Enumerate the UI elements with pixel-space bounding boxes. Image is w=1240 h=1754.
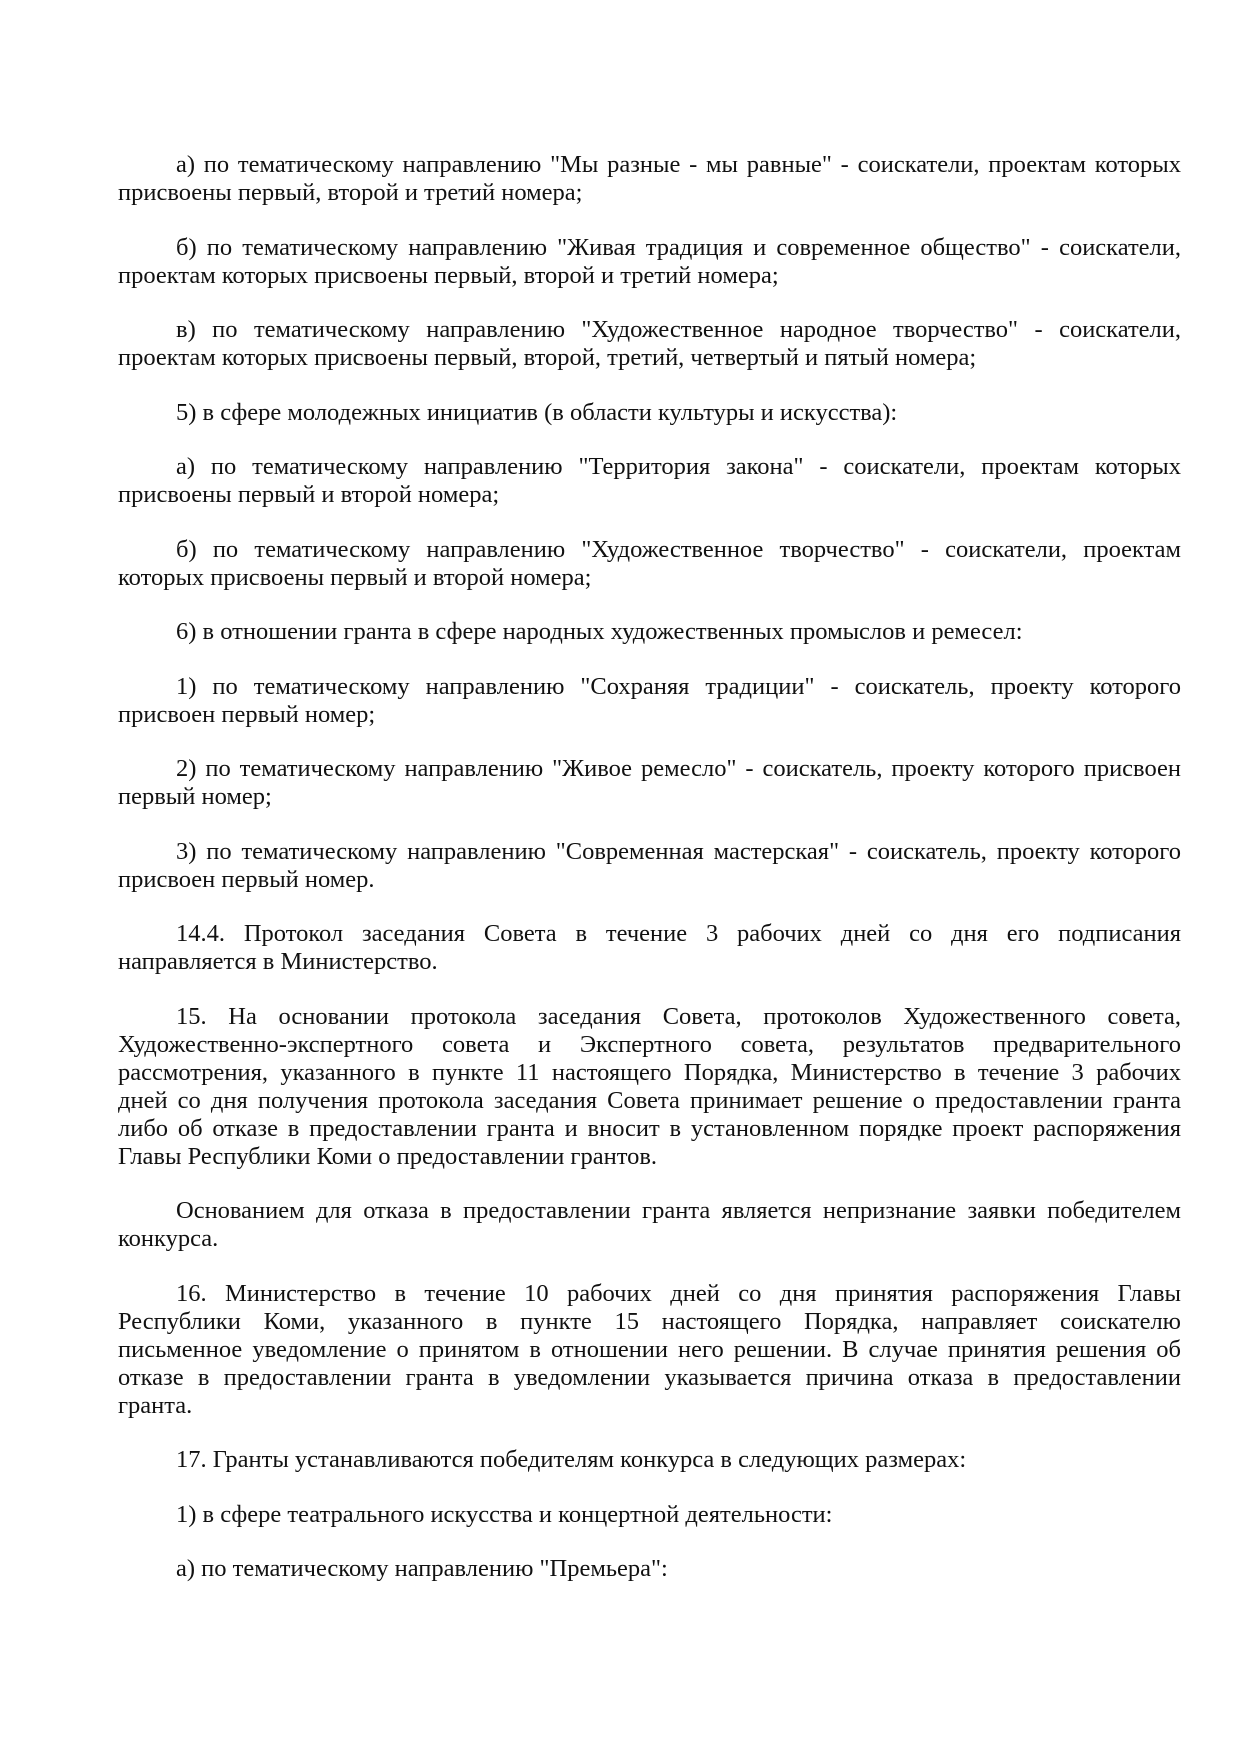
paragraph <box>118 1003 1181 1171</box>
paragraph-line: дней со дня получения протокола заседания Совета принимает решение о предоставлении гранта <box>118 1086 1181 1114</box>
paragraph-line: а) по тематическому направлению "Мы разные - мы равные" - соискатели, проектам которых <box>176 151 1181 178</box>
paragraph-line: 1) по тематическому направлению "Сохраняя традиции" - соискатель, проекту которого <box>176 672 1181 700</box>
paragraph <box>118 316 1181 372</box>
document-page <box>118 151 1181 1610</box>
paragraph <box>118 1280 1181 1420</box>
paragraph-line: письменное уведомление о принятом в отношении него решении. В случае принятия решения об <box>118 1335 1181 1363</box>
paragraph-line: в) по тематическому направлению "Художественное народное творчество" - соискатели, <box>176 316 1181 343</box>
paragraph-line: 17. Гранты устанавливаются победителям конкурса в следующих размерах: <box>176 1446 967 1473</box>
paragraph <box>118 1501 1181 1529</box>
paragraph-line: Основанием для отказа в предоставлении гранта является непризнание заявки победителем <box>176 1197 1181 1224</box>
paragraph <box>118 234 1181 290</box>
paragraph <box>118 399 1181 427</box>
paragraph-line: которых присвоены первый и второй номера; <box>118 563 592 591</box>
paragraph-line: присвоены первый, второй и третий номера; <box>118 179 583 206</box>
paragraph-line: рассмотрения, указанного в пункте 11 настоящего Порядка, Министерство в течение 3 рабочих <box>118 1058 1181 1086</box>
paragraph-line: 2) по тематическому направлению "Живое ремесло" - соискатель, проекту которого присвоен <box>176 755 1181 782</box>
paragraph <box>118 536 1181 592</box>
paragraph <box>118 673 1181 729</box>
paragraph-line: Художественно-экспертного совета и Экспертного совета, результатов предварительного <box>118 1030 1181 1058</box>
paragraph-line: 14.4. Протокол заседания Совета в течение 3 рабочих дней со дня его подписания <box>176 920 1181 947</box>
paragraph-line: б) по тематическому направлению "Художественное творчество" - соискатели, проектам <box>176 535 1181 563</box>
paragraph-line: отказе в предоставлении гранта в уведомлении указывается причина отказа в предоставлении <box>118 1363 1181 1391</box>
paragraph-line: конкурса. <box>118 1225 219 1252</box>
paragraph <box>118 1197 1181 1253</box>
paragraph-line: проектам которых присвоены первый, второй, третий, четвертый и пятый номера; <box>118 344 977 371</box>
paragraph-line: б) по тематическому направлению "Живая традиция и современное общество" - соискатели, <box>176 233 1181 261</box>
paragraph-line: направляется в Министерство. <box>118 948 438 975</box>
paragraph <box>118 755 1181 811</box>
paragraph-line: а) по тематическому направлению "Территория закона" - соискатели, проектам которых <box>176 453 1181 480</box>
paragraph-line: присвоен первый номер; <box>118 700 376 728</box>
paragraph <box>118 920 1181 976</box>
paragraph-line: первый номер; <box>118 783 272 810</box>
paragraph-line: присвоены первый и второй номера; <box>118 481 500 508</box>
paragraph-line: либо об отказе в предоставлении гранта и вносит в установленном порядке проект распоряжения <box>118 1114 1181 1142</box>
paragraph <box>118 1446 1181 1474</box>
paragraph <box>118 1555 1181 1583</box>
paragraph-line: Республики Коми, указанного в пункте 15 настоящего Порядка, направляет соискателю <box>118 1307 1181 1335</box>
paragraph-line: 15. На основании протокола заседания Совета, протоколов Художественного совета, <box>176 1002 1181 1030</box>
paragraph <box>118 151 1181 207</box>
paragraph-line: 16. Министерство в течение 10 рабочих дней со дня принятия распоряжения Главы <box>176 1279 1181 1307</box>
paragraph-line: присвоен первый номер. <box>118 865 375 893</box>
paragraph-line: 6) в отношении гранта в сфере народных художественных промыслов и ремесел: <box>176 618 1023 645</box>
paragraph-line: 3) по тематическому направлению "Современная мастерская" - соискатель, проекту которого <box>176 837 1181 865</box>
paragraph-line: 5) в сфере молодежных инициатив (в области культуры и искусства): <box>176 398 898 426</box>
paragraph-line: гранта. <box>118 1391 193 1419</box>
paragraph-line: а) по тематическому направлению "Премьера": <box>176 1555 668 1582</box>
paragraph-line: 1) в сфере театрального искусства и концертной деятельности: <box>176 1500 833 1528</box>
paragraph-line: проектам которых присвоены первый, второй и третий номера; <box>118 261 779 289</box>
paragraph <box>118 453 1181 509</box>
paragraph <box>118 618 1181 646</box>
paragraph-line: Главы Республики Коми о предоставлении грантов. <box>118 1142 658 1170</box>
paragraph <box>118 838 1181 894</box>
